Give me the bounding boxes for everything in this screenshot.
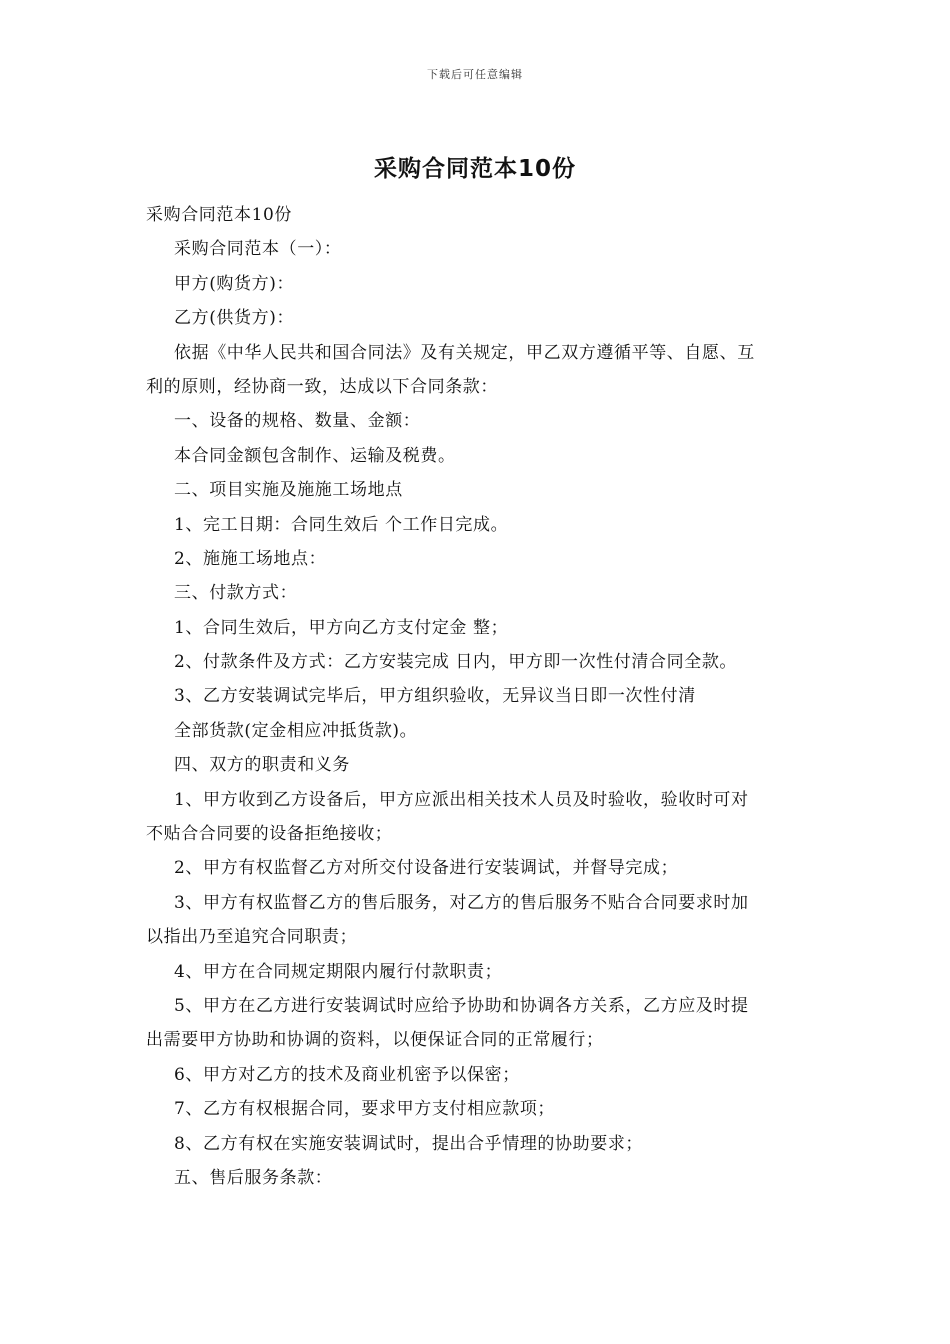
body-line: 以指出乃至追究合同职责； — [146, 927, 358, 948]
body-line: 不贴合合同要的设备拒绝接收； — [146, 824, 393, 845]
header-note: 下载后可任意编辑 — [427, 68, 523, 81]
body-line: 四、双方的职责和义务 — [174, 755, 350, 776]
body-line: 采购合同范本10份 — [146, 205, 293, 225]
body-line: 甲方(购货方)： — [174, 273, 295, 294]
body-line: 全部货款(定金相应冲抵货款)。 — [174, 720, 418, 741]
body-line: 2、施施工场地点： — [174, 548, 327, 569]
body-line: 五、售后服务条款： — [174, 1167, 333, 1188]
body-line: 1、甲方收到乙方设备后，甲方应派出相关技术人员及时验收，验收时可对 — [174, 789, 749, 810]
body-line: 1、合同生效后，甲方向乙方支付定金 整； — [174, 617, 509, 638]
body-line: 出需要甲方协助和协调的资料，以便保证合同的正常履行； — [146, 1030, 604, 1051]
document-body — [146, 198, 810, 1195]
body-line: 3、甲方有权监督乙方的售后服务，对乙方的售后服务不贴合合同要求时加 — [174, 892, 749, 913]
body-line: 7、乙方有权根据合同，要求甲方支付相应款项； — [174, 1099, 556, 1120]
body-line: 乙方(供货方)： — [174, 308, 295, 329]
body-line: 3、乙方安装调试完毕后，甲方组织验收，无异议当日即一次性付清 — [174, 686, 696, 707]
body-line: 6、甲方对乙方的技术及商业机密予以保密； — [174, 1064, 520, 1085]
body-line: 二、项目实施及施施工场地点 — [174, 480, 403, 501]
body-line: 依据《中华人民共和国合同法》及有关规定，甲乙双方遵循平等、自愿、互 — [174, 342, 755, 363]
document-title: 采购合同范本10份 — [373, 156, 576, 182]
body-line: 2、付款条件及方式：乙方安装完成 日内，甲方即一次性付清合同全款。 — [174, 652, 738, 673]
body-line: 5、甲方在乙方进行安装调试时应给予协助和协调各方关系，乙方应及时提 — [174, 995, 749, 1016]
body-line: 8、乙方有权在实施安装调试时，提出合乎情理的协助要求； — [174, 1133, 644, 1154]
body-line: 1、完工日期：合同生效后 个工作日完成。 — [174, 514, 509, 535]
body-line: 采购合同范本（一）： — [174, 239, 342, 260]
body-line: 一、设备的规格、数量、金额： — [174, 411, 421, 432]
body-line: 三、付款方式： — [174, 583, 298, 604]
body-line: 4、甲方在合同规定期限内履行付款职责； — [174, 961, 503, 982]
body-line: 2、甲方有权监督乙方对所交付设备进行安装调试，并督导完成； — [174, 858, 679, 879]
body-line: 本合同金额包含制作、运输及税费。 — [174, 445, 456, 466]
body-line: 利的原则，经协商一致，达成以下合同条款： — [146, 376, 498, 397]
